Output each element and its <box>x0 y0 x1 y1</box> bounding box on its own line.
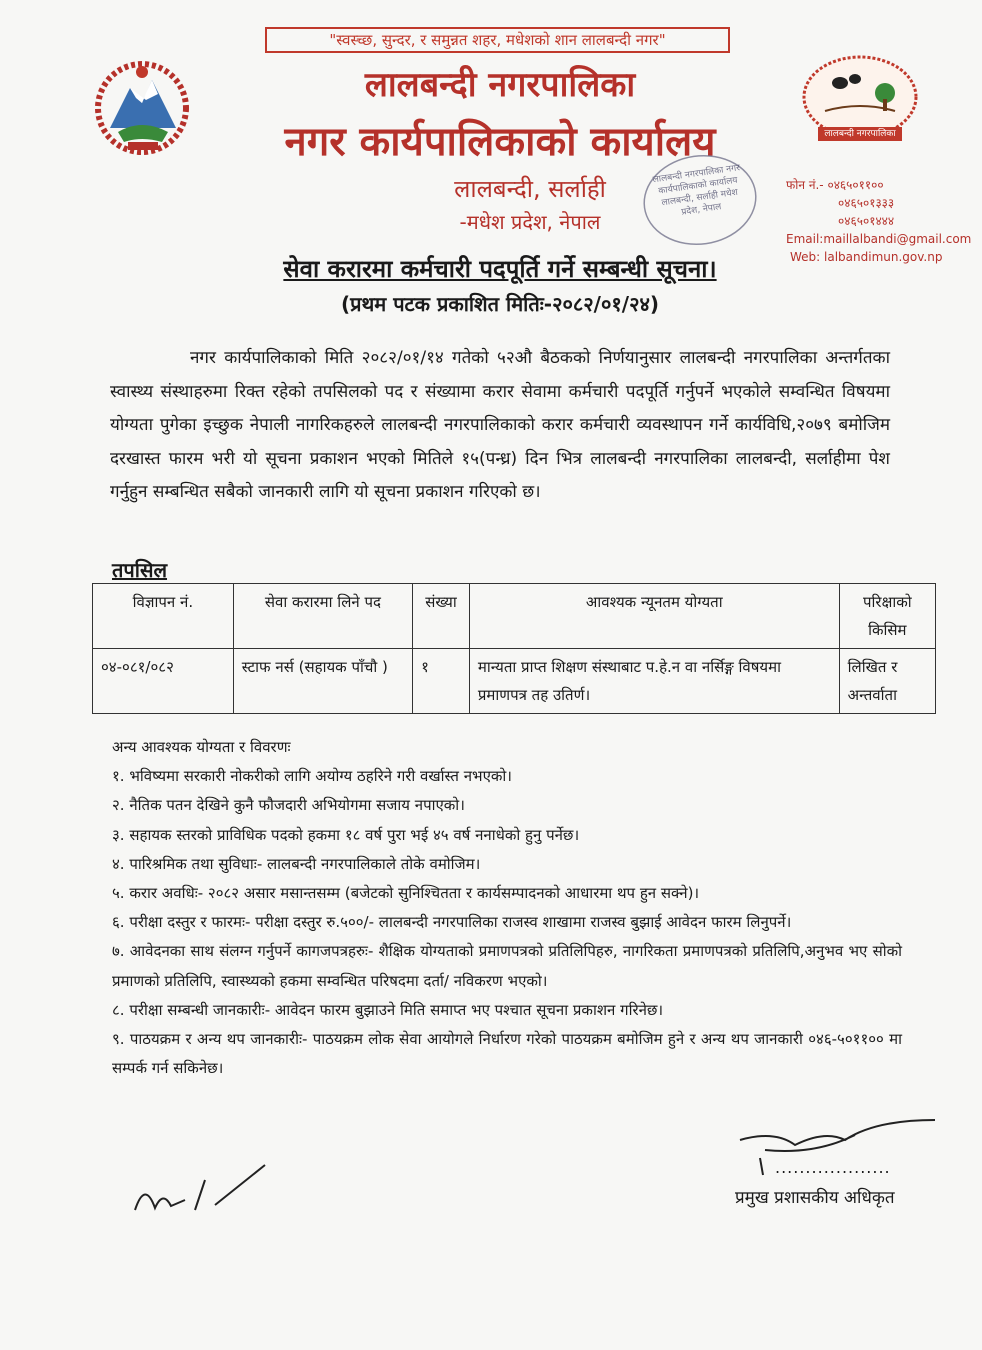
list-item: २. नैतिक पतन देखिने कुनै फौजदारी अभियोगमा सजाय नपाएको। <box>112 796 465 815</box>
cell-count: १ <box>413 649 470 714</box>
phone-1: फोन नं.- ०४६५०११०० <box>786 178 884 192</box>
slogan-banner: "स्वस्च्छ, सुन्दर, र समुन्नत शहर, मधेशको शान लालबन्दी नगर" <box>265 27 730 53</box>
signature-line: ................... <box>775 1158 891 1177</box>
other-title: अन्य आवश्यक योग्यता र विवरणः <box>112 738 291 756</box>
municipality-name: लालबन्दी नगरपालिका <box>364 65 636 105</box>
left-signature-icon <box>125 1160 275 1230</box>
stamp-text: लालबन्दी नगरपालिका नगर कार्यपालिकाको कार्यालय लालबन्दी, सर्लाही मधेश प्रदेश, नेपाल <box>652 163 741 218</box>
list-item: ६. परीक्षा दस्तुर र फारमः- परीक्षा दस्तुर रु.५००/- लालबन्दी नगरपालिका राजस्व शाखामा राजस्व बुझाई आवेदन फारम लिनुपर्ने। <box>112 913 792 932</box>
notice-heading: सेवा करारमा कर्मचारी पदपूर्ति गर्ने सम्बन्धी सूचना। <box>283 255 717 283</box>
nepal-emblem-icon <box>90 58 195 158</box>
cell-qualification: मान्यता प्राप्त शिक्षण संस्थाबाट प.हे.न वा नर्सिङ्ग विषयमा प्रमाणपत्र तह उतिर्ण। <box>469 649 839 714</box>
list-item: ९. पाठयक्रम र अन्य थप जानकारीः- पाठयक्रम लोक सेवा आयोगले निर्धारण गरेको पाठयक्रम बमोजिम हुने र अन्य थप जानकारी ०४६-५०११०० मा सम्पर्क गर्न सकिनेछ। <box>112 1030 902 1078</box>
cell-post: स्टाफ नर्स (सहायक पाँचौ ) <box>233 649 412 714</box>
tapasil-label: तपसिल <box>112 558 168 582</box>
header-exam-type: परिक्षाको किसिम <box>839 584 935 649</box>
publish-date: (प्रथम पटक प्रकाशित मितिः-२०८२/०१/२४) <box>340 292 660 316</box>
email: Email:maillalbandi@gmail.com <box>786 232 972 246</box>
header-post: सेवा करारमा लिने पद <box>233 584 412 649</box>
website: Web: lalbandimun.gov.np <box>790 250 943 264</box>
header-qualification: आवश्यक न्यूनतम योग्यता <box>469 584 839 649</box>
contact-info <box>786 176 976 266</box>
address-line-1: लालबन्दी, सर्लाही <box>454 175 606 203</box>
list-item: ४. पारिश्रमिक तथा सुविधाः- लालबन्दी नगरपालिकाले तोके वमोजिम। <box>112 854 481 873</box>
notice-body: नगर कार्यपालिकाको मिति २०८२/०१/१४ गतेको ५२औ बैठकको निर्णयानुसार लालबन्दी नगरपालिका अन्तर्गतका स्वास्थ्य संस्थाहरुमा रिक्त रहेको तपसिलको पद र संख्यामा करार सेवामा कर्मचारी पदपूर्ति गर्नुपर्ने भएकोले सम्वन्धित विषयमा योग्यता पुगेका इच्छुक नेपाली नागरिकहरुले लालबन्दी नगरपालिकाको करार कर्मचारी व्यवस्थापन गर्ने कार्यविधि,२०७९ बमोजिम दरखास्त फारम भरी यो सूचना प्रकाशन भएको मितिले १५(पन्ध्र) दिन भित्र लालबन्दी नगरपालिका लालबन्दी, सर्लाहीमा पेश गर्नुहुन सम्बन्धित सबैको जानकारी लागि यो सूचना प्रकाशन गरिएको छ। <box>110 348 890 502</box>
list-item: १. भविष्यमा सरकारी नोकरीको लागि अयोग्य ठहरिने गरी वर्खास्त नभएको। <box>112 767 512 786</box>
other-requirements <box>112 733 902 1083</box>
phone-3: ०४६५०१४४४ <box>838 214 895 228</box>
list-item: ८. परीक्षा सम्बन्धी जानकारीः- आवेदन फारम बुझाउने मिति समाप्त भए पश्चात सूचना प्रकाशन गरिनेछ। <box>112 1000 664 1019</box>
signatory-title: प्रमुख प्रशासकीय अधिकृत <box>735 1188 895 1208</box>
list-item: ५. करार अवधिः- २०८२ असार मसान्तसम्म (बजेटको सुनिश्चितता र कार्यसम्पादनको आधारमा थप हुन सक्ने)। <box>112 884 700 903</box>
vacancy-table <box>92 583 936 714</box>
list-item: ७. आवेदनका साथ संलग्न गर्नुपर्ने कागजपत्रहरुः- शैक्षिक योग्यताको प्रमाणपत्रको प्रतिलिपिहरु, नागरिकता प्रमाणपत्रको प्रतिलिपि,अनुभव भए सोको प्रमाणको प्रतिलिपि, स्वास्थ्यको हकमा सम्वन्धित परिषदमा दर्ता/ नविकरण भएको। <box>112 942 902 990</box>
table-row <box>93 649 936 714</box>
header-ad-no: विज्ञापन नं. <box>93 584 234 649</box>
header-count: संख्या <box>413 584 470 649</box>
address-line-2: -मधेश प्रदेश, नेपाल <box>459 210 601 234</box>
office-stamp <box>634 142 767 258</box>
table-header-row <box>93 584 936 649</box>
list-item: ३. सहायक स्तरको प्राविधिक पदको हकमा १८ वर्ष पुरा भई ४५ वर्ष ननाधेको हुनु पर्नेछ। <box>112 825 580 844</box>
office-name: नगर कार्यपालिकाको कार्यालय <box>284 119 716 165</box>
logo-caption: लालबन्दी नगरपालिका <box>824 129 896 139</box>
municipality-logo <box>800 55 920 150</box>
phone-2: ०४६५०१३३३ <box>838 196 895 210</box>
cell-ad-no: ०४-०८१/०८२ <box>93 649 234 714</box>
cell-exam-type: लिखित र अन्तर्वाता <box>839 649 935 714</box>
